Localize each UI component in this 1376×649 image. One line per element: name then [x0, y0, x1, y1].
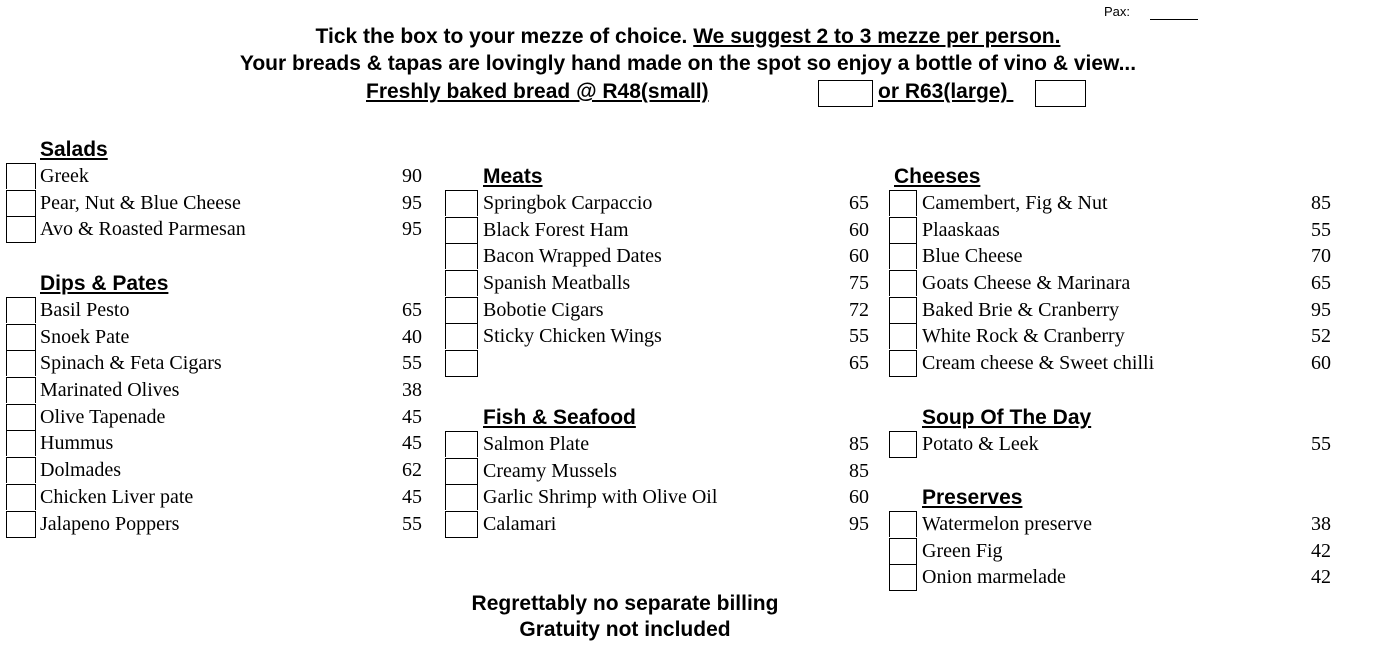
bread-small-checkbox[interactable] [818, 80, 873, 107]
menu-item [445, 484, 869, 511]
intro-line [0, 25, 1376, 49]
menu-item [445, 458, 869, 485]
menu-item-checkbox[interactable] [445, 297, 478, 323]
menu-item-checkbox[interactable] [889, 297, 917, 323]
menu-item-name: Dolmades [40, 459, 122, 482]
menu-item [889, 190, 1331, 217]
footer-gratuity-note: Gratuity not included [519, 618, 731, 641]
menu-item-price: 95 [849, 513, 869, 536]
section-meats [445, 163, 869, 377]
section-soup-of-the-day [889, 404, 1331, 458]
menu-item-name: Olive Tapenade [40, 405, 166, 428]
menu-item-name: White Rock & Cranberry [922, 325, 1125, 348]
menu-item [445, 297, 869, 324]
menu-item-checkbox[interactable] [445, 190, 478, 216]
menu-item-checkbox[interactable] [6, 163, 36, 189]
menu-item [889, 538, 1331, 565]
menu-item [889, 350, 1331, 377]
menu-item [6, 163, 422, 190]
menu-item-price: 45 [402, 485, 422, 508]
menu-item [445, 217, 869, 244]
menu-item [889, 511, 1331, 538]
menu-item [889, 323, 1331, 350]
menu-item [6, 190, 422, 217]
menu-item-name: Watermelon preserve [922, 513, 1092, 535]
menu-item-checkbox[interactable] [445, 511, 478, 538]
menu-item-name: Chicken Liver pate [40, 485, 194, 508]
menu-item-name: Garlic Shrimp with Olive Oil [483, 486, 718, 509]
menu-item-checkbox[interactable] [445, 270, 478, 296]
menu-item-price: 55 [402, 352, 422, 375]
menu-item [6, 297, 422, 324]
menu-item-name: Snoek Pate [40, 325, 130, 348]
menu-item [6, 216, 422, 243]
menu-item-checkbox[interactable] [6, 511, 36, 538]
menu-item-name: Creamy Mussels [483, 459, 617, 482]
menu-item [889, 297, 1331, 324]
menu-item-name: Avo & Roasted Parmesan [40, 218, 246, 241]
menu-item [445, 350, 869, 377]
menu-item [6, 457, 422, 484]
menu-item-price: 65 [1311, 272, 1331, 295]
intro-text: Tick the box to your mezze of choice. [315, 25, 694, 48]
menu-item-checkbox[interactable] [6, 350, 36, 376]
menu-item-name: Basil Pesto [40, 299, 130, 321]
menu-item-name: Bacon Wrapped Dates [483, 245, 662, 268]
section-title: Dips & Pates [40, 272, 169, 295]
menu-item [889, 270, 1331, 297]
menu-item-price: 55 [402, 512, 422, 535]
menu-item-price: 38 [402, 379, 422, 402]
section-title: Fish & Seafood [483, 406, 636, 429]
menu-item-name: Plaaskaas [922, 218, 1000, 241]
menu-item-checkbox[interactable] [6, 324, 36, 350]
menu-item-price: 38 [1311, 513, 1331, 535]
menu-item-price: 70 [1311, 245, 1331, 268]
menu-item [889, 431, 1331, 458]
menu-item-price: 42 [1311, 566, 1331, 589]
menu-item-name: Salmon Plate [483, 433, 590, 455]
menu-item-price: 45 [402, 405, 422, 428]
menu-item-name: Greek [40, 165, 89, 187]
menu-item-name: Spinach & Feta Cigars [40, 352, 222, 375]
menu-item-checkbox[interactable] [6, 457, 36, 483]
menu-item [445, 323, 869, 350]
section-fish-seafood [445, 404, 869, 538]
menu-item-checkbox[interactable] [889, 431, 917, 458]
menu-item-price: 60 [849, 245, 869, 268]
menu-item-name: Hummus [40, 432, 114, 455]
menu-item-price: 40 [402, 325, 422, 348]
menu-item [6, 484, 422, 511]
menu-item-name: Pear, Nut & Blue Cheese [40, 191, 241, 214]
menu-item-price: 72 [849, 298, 869, 321]
menu-item-checkbox[interactable] [6, 404, 36, 430]
menu-item-name: Spanish Meatballs [483, 272, 631, 295]
menu-item [889, 564, 1331, 591]
menu-item-price: 95 [402, 191, 422, 214]
menu-item-name: Marinated Olives [40, 379, 180, 402]
menu-item-checkbox[interactable] [6, 430, 36, 456]
menu-item-name: Baked Brie & Cranberry [922, 298, 1120, 321]
menu-item-price: 62 [402, 459, 422, 482]
section-title: Salads [40, 138, 108, 161]
menu-item [445, 431, 869, 458]
menu-item-name: Camembert, Fig & Nut [922, 192, 1108, 214]
menu-item [6, 324, 422, 351]
menu-item [6, 511, 422, 538]
menu-item-price: 75 [849, 272, 869, 295]
menu-item-name: Goats Cheese & Marinara [922, 272, 1131, 295]
menu-item-name: Calamari [483, 513, 557, 536]
menu-item-price: 55 [1311, 433, 1331, 455]
menu-item-price: 65 [849, 352, 869, 375]
menu-item-checkbox[interactable] [445, 323, 478, 349]
pax-label: Pax: [1104, 4, 1131, 19]
menu-item-checkbox[interactable] [889, 270, 917, 296]
menu-item-name: Jalapeno Poppers [40, 512, 180, 535]
menu-item-checkbox[interactable] [889, 217, 917, 243]
menu-item-price: 65 [849, 192, 869, 214]
menu-item-checkbox[interactable] [445, 243, 478, 269]
menu-item-checkbox[interactable] [889, 190, 917, 216]
menu-item [889, 243, 1331, 270]
menu-item-checkbox[interactable] [889, 350, 917, 377]
menu-item-price: 55 [849, 325, 869, 348]
menu-item-checkbox[interactable] [889, 323, 917, 349]
menu-item [889, 217, 1331, 244]
menu-item-name: Sticky Chicken Wings [483, 325, 662, 348]
section-title: Meats [483, 165, 543, 188]
menu-item-checkbox[interactable] [6, 484, 36, 510]
menu-item-checkbox[interactable] [889, 538, 917, 564]
menu-item [6, 404, 422, 431]
menu-item-price: 90 [402, 165, 422, 187]
menu-item-checkbox[interactable] [445, 484, 478, 510]
intro-suggestion: We suggest 2 to 3 mezze per person. [693, 25, 1061, 48]
menu-item-price: 45 [402, 432, 422, 455]
menu-item-checkbox[interactable] [889, 564, 917, 591]
menu-item-price: 95 [1311, 298, 1331, 321]
menu-item-checkbox[interactable] [445, 431, 478, 457]
menu-item-checkbox[interactable] [889, 511, 917, 537]
footer-billing-note: Regrettably no separate billing [471, 592, 779, 615]
bread-large-label: or R63(large) [878, 80, 1014, 103]
menu-item-name: Potato & Leek [922, 433, 1039, 455]
menu-item-checkbox[interactable] [6, 377, 36, 403]
menu-item-checkbox[interactable] [6, 190, 36, 216]
menu-item-price: 42 [1311, 539, 1331, 562]
section-preserves [889, 484, 1331, 591]
menu-item-checkbox[interactable] [889, 243, 917, 269]
section-title: Preserves [922, 486, 1023, 509]
bread-small-label: Freshly baked bread @ R48(small) [366, 80, 709, 103]
menu-item [445, 190, 869, 217]
menu-item-checkbox[interactable] [6, 216, 36, 243]
menu-item-price: 65 [402, 299, 422, 321]
section-title: Soup Of The Day [922, 406, 1092, 429]
menu-item-price: 60 [1311, 352, 1331, 375]
menu-item-price: 55 [1311, 218, 1331, 241]
menu-item [6, 430, 422, 457]
menu-item-price: 85 [849, 459, 869, 482]
bread-large-checkbox[interactable] [1035, 80, 1086, 107]
menu-item [445, 511, 869, 538]
menu-item [445, 270, 869, 297]
section-salads [6, 136, 422, 243]
menu-item-name: Onion marmelade [922, 566, 1066, 589]
menu-item-checkbox[interactable] [445, 217, 478, 243]
menu-item-checkbox[interactable] [445, 458, 478, 484]
menu-item-name: Green Fig [922, 539, 1003, 562]
menu-item-name: Springbok Carpaccio [483, 192, 653, 214]
menu-item-checkbox[interactable] [445, 350, 478, 377]
pax-input-line[interactable] [1150, 19, 1198, 20]
menu-item [445, 243, 869, 270]
menu-item-price: 60 [849, 486, 869, 509]
menu-item-price: 60 [849, 218, 869, 241]
menu-item [6, 350, 422, 377]
section-cheeses [889, 163, 1331, 377]
menu-item-name: Bobotie Cigars [483, 298, 604, 321]
section-dips-pates [6, 270, 422, 537]
menu-item-name: Black Forest Ham [483, 218, 629, 241]
menu-item-name: Blue Cheese [922, 245, 1023, 268]
section-title: Cheeses [894, 165, 981, 188]
menu-item-price: 52 [1311, 325, 1331, 348]
menu-item [6, 377, 422, 404]
menu-item-price: 85 [1311, 192, 1331, 214]
vino-line: Your breads & tapas are lovingly hand made on the spot so enjoy a bottle of vino & view... [239, 52, 1137, 75]
menu-item-price: 85 [849, 433, 869, 455]
menu-item-checkbox[interactable] [6, 297, 36, 323]
menu-item-price: 95 [402, 218, 422, 241]
menu-item-name: Cream cheese & Sweet chilli [922, 352, 1155, 375]
